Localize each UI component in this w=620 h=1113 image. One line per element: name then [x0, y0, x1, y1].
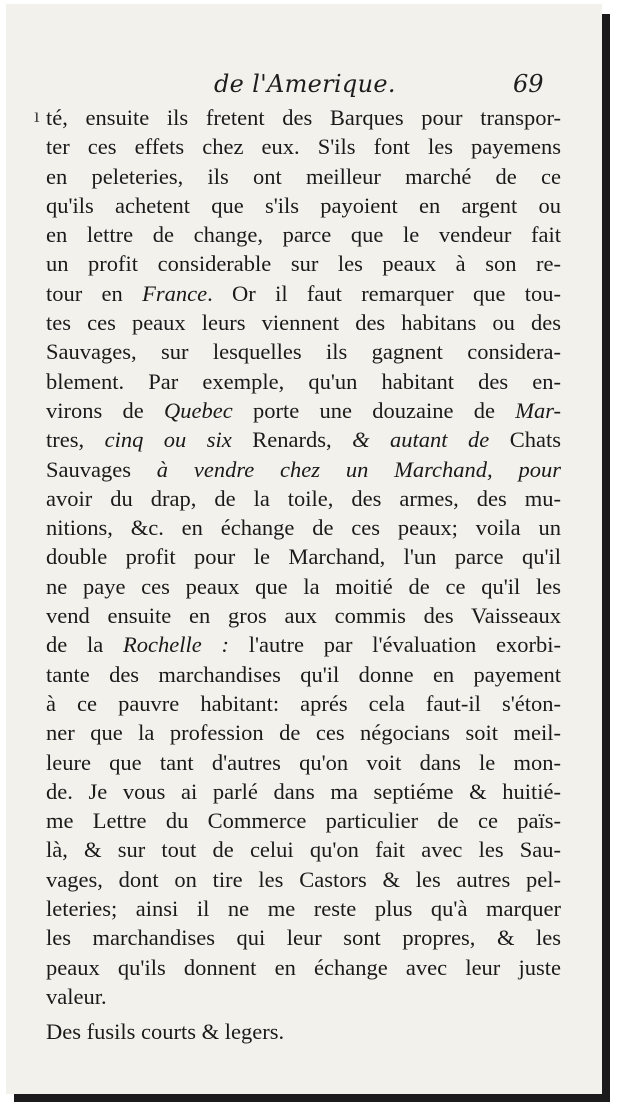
text-segment: leteries; ainsi il ne me reste plus qu'à marquer — [46, 896, 561, 922]
text-segment: blement. Par exemple, qu'un habitant des en- — [46, 368, 561, 394]
text-segment: ner que la profession de ces négocians soit meil- — [46, 720, 561, 746]
text-line — [46, 279, 561, 308]
text-line — [46, 748, 561, 777]
text-line — [46, 191, 561, 220]
text-segment: Sauvages — [46, 456, 131, 482]
text-segment: ter ces effets chez eux. S'ils font les payemens — [46, 134, 561, 160]
italic-segment: France — [142, 280, 208, 306]
text-line — [46, 425, 561, 454]
text-segment: avoir du drap, de la toile, des armes, des mu- — [46, 485, 561, 511]
text-segment: qu'ils achetent que s'ils payoient en argent ou — [46, 192, 561, 218]
text-segment: là, & sur tout de celui qu'on fait avec les Sau- — [46, 837, 561, 863]
text-line — [46, 220, 561, 249]
text-segment: tres, — [46, 427, 85, 453]
text-line — [46, 337, 561, 366]
text-segment: tes ces peaux leurs viennent des habitans ou des — [46, 310, 561, 336]
text-segment: double profit pour le Marchand, l'un parce qu'il — [46, 544, 561, 570]
running-header — [6, 62, 602, 102]
text-line — [46, 835, 561, 864]
text-segment: vend ensuite en gros aux commis des Vaisseaux — [46, 603, 561, 629]
italic-segment: Mar- — [515, 397, 561, 423]
text-line — [46, 953, 561, 982]
italic-segment: & autant de — [331, 427, 510, 453]
body-text — [46, 103, 561, 1047]
italic-segment: à vendre chez un Marchand, pour — [130, 456, 561, 482]
text-line — [46, 572, 561, 601]
text-segment: . Or il faut remarquer que tou- — [207, 280, 561, 306]
text-segment: virons de — [46, 397, 165, 423]
text-segment: Sauvages, sur lesquelles ils gagnent considera- — [46, 339, 561, 365]
text-segment: un profit considerable sur les peaux à son re- — [46, 251, 561, 277]
text-segment: tour en — [46, 280, 143, 306]
text-line — [46, 484, 561, 513]
text-line — [46, 894, 561, 923]
text-line — [46, 132, 561, 161]
text-segment: vages, dont on tire les Castors & les autres pel- — [46, 866, 561, 892]
text-segment: les marchandises qui leur sont propres, & les — [46, 925, 561, 951]
text-segment: à ce pauvre habitant: aprés cela faut-il s'éton- — [46, 690, 561, 716]
text-line — [46, 718, 561, 747]
text-line — [46, 367, 561, 396]
text-line — [46, 865, 561, 894]
text-segment: porte une douzaine de — [232, 397, 516, 423]
text-line — [46, 249, 561, 278]
text-segment: Chats — [509, 427, 561, 453]
text-line — [46, 542, 561, 571]
text-line — [46, 777, 561, 806]
text-segment: en peleteries, ils ont meilleur marché de ce — [46, 163, 561, 189]
text-segment: de la — [46, 632, 123, 658]
italic-segment: Rochelle : — [123, 632, 229, 658]
text-line — [46, 923, 561, 952]
text-segment: peaux qu'ils donnent en échange avec leur juste — [46, 954, 561, 980]
running-title: de l'Amerique. — [214, 70, 396, 98]
text-line — [46, 162, 561, 191]
text-segment: me Lettre du Commerce particulier de ce païs- — [46, 808, 561, 834]
italic-segment: cinq ou six — [84, 427, 253, 453]
text-segment: ne paye ces peaux que la moitié de ce qu'il les — [46, 573, 561, 599]
margin-mark: ı — [34, 105, 40, 127]
text-line — [46, 396, 561, 425]
text-line — [46, 982, 561, 1011]
text-line — [46, 689, 561, 718]
text-segment: valeur. — [46, 983, 107, 1009]
text-segment: tante des marchandises qu'il donne en payement — [46, 661, 561, 687]
final-line: Des fusils courts & legers. — [46, 1019, 285, 1045]
text-segment: l'autre par l'évaluation exorbi- — [228, 632, 561, 658]
text-line — [46, 513, 561, 542]
text-segment: en lettre de change, parce que le vendeur fait — [46, 222, 561, 248]
text-line — [46, 630, 561, 659]
text-segment: leure que tant d'autres qu'on voit dans le mon- — [46, 749, 561, 775]
text-line — [46, 601, 561, 630]
text-line — [46, 806, 561, 835]
italic-segment: Quebec — [164, 397, 233, 423]
page-number: 69 — [513, 70, 544, 98]
text-line — [46, 455, 561, 484]
text-line — [46, 308, 561, 337]
book-page — [6, 4, 602, 1094]
text-segment: té, ensuite ils fretent des Barques pour transpor- — [46, 105, 561, 130]
text-segment: nitions, &c. en échange de ces peaux; voila un — [46, 515, 561, 541]
text-line — [46, 660, 561, 689]
text-segment: de. Je vous ai parlé dans ma septiéme & huitié- — [46, 778, 561, 804]
text-line — [46, 103, 561, 132]
text-segment: Renards, — [252, 427, 332, 453]
